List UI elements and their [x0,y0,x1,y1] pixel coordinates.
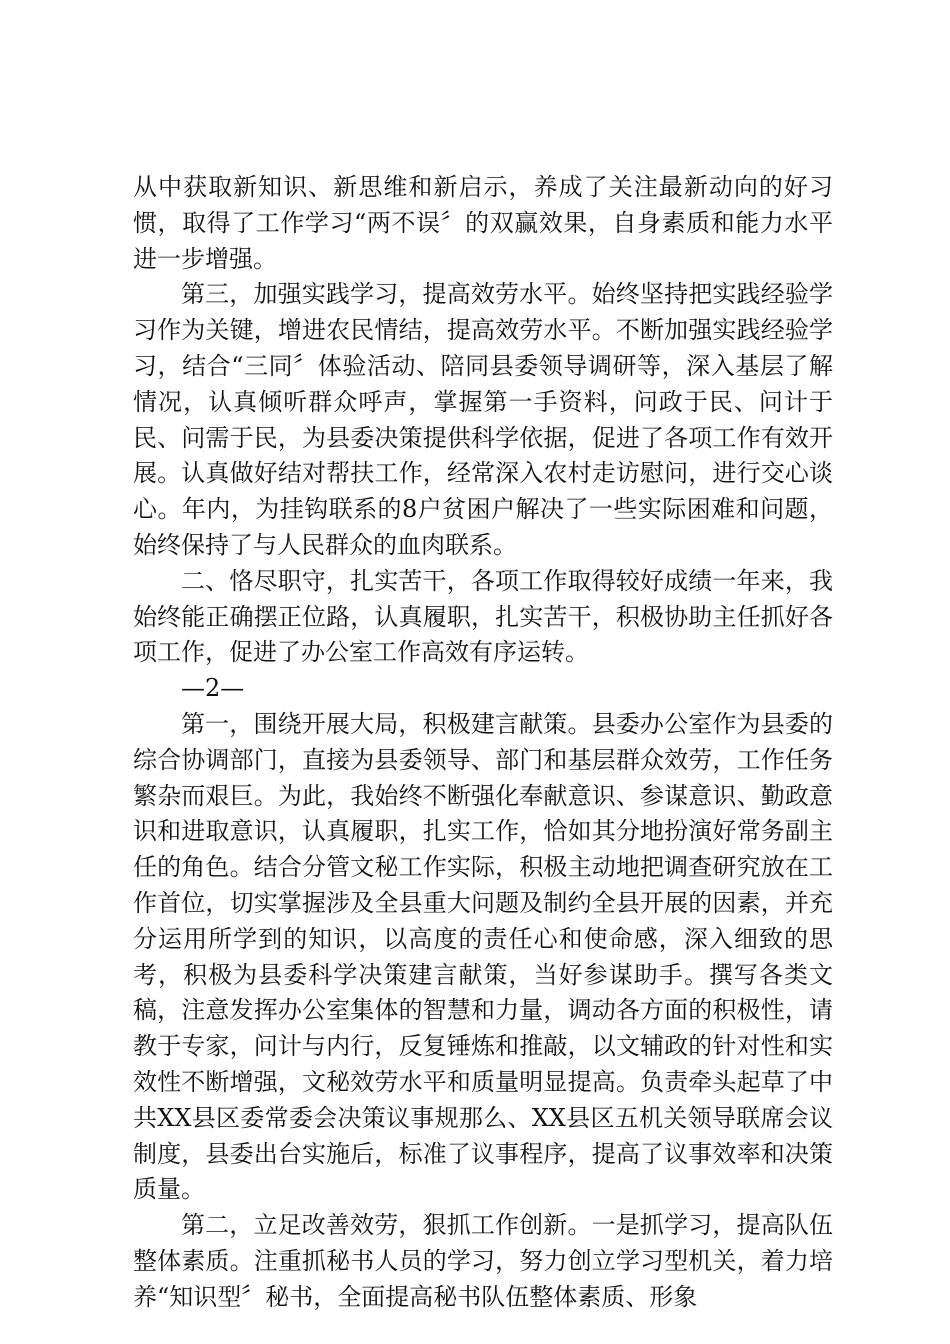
paragraph-first-point: 第一，围绕开展大局，积极建言献策。县委办公室作为县委的综合协调部门，直接为县委领导、部门和基层群众效劳，工作任务繁杂而艰巨。为此，我始终不断强化奉献意识、参谋意识、勤政意识和进取意识，认真履职，扎实工作，恰如其分地扮演好常务副主任的角色。结合分管文秘工作实际，积极主动地把调查研究放在工作首位，切实掌握涉及全县重大问题及制约全县开展的因素，并充分运用所学到的知识，以高度的责任心和使命感，深入细致的思考，积极为县委科学决策建言献策，当好参谋助手。撰写各类文稿，注意发挥办公室集体的智慧和力量，调动各方面的积极性，请教于专家，问计与内行，反复锤炼和推敲，以文辅政的针对性和实效性不断增强，文秘效劳水平和质量明显提高。负责牵头起草了中共XX县区委常委会决策议事规那么、XX县区五机关领导联席会议制度，县委出台实施后，标准了议事程序，提高了议事效率和决策质量。 [133,709,833,1204]
paragraph-practice-learning: 第三，加强实践学习，提高效劳水平。始终坚持把实践经验学习作为关键，增进农民情结，提高效劳水平。不断加强实践经验学习，结合“三同〞体验活动、陪同县委领导调研等，深入基层了解情况，认真倾听群众呼声，掌握第一手资料，问政于民、问计于民、问需于民，为县委决策提供科学依据，促进了各项工作有效开展。认真做好结对帮扶工作，经常深入农村走访慰问，进行交心谈心。年内，为挂钩联系的8户贫困户解决了一些实际困难和问题，始终保持了与人民群众的血肉联系。 [133,280,833,559]
document-body [133,170,833,1316]
paragraph-continuation: 从中获取新知识、新思维和新启示，养成了关注最新动向的好习惯，取得了工作学习“两不误〞的双赢效果，自身素质和能力水平进一步增强。 [133,173,833,273]
page-number-marker: —2— [181,674,245,703]
paragraph-section-two-heading: 二、恪尽职守，扎实苦干，各项工作取得较好成绩一年来，我始终能正确摆正位路，认真履职，扎实苦干，积极协助主任抓好各项工作，促进了办公室工作高效有序运转。 [133,566,833,667]
paragraph-second-point: 第二，立足改善效劳，狠抓工作创新。一是抓学习，提高队伍整体素质。注重抓秘书人员的学习，努力创立学习型机关，着力培养“知识型〞秘书，全面提高秘书队伍整体素质、形象 [133,1211,833,1311]
